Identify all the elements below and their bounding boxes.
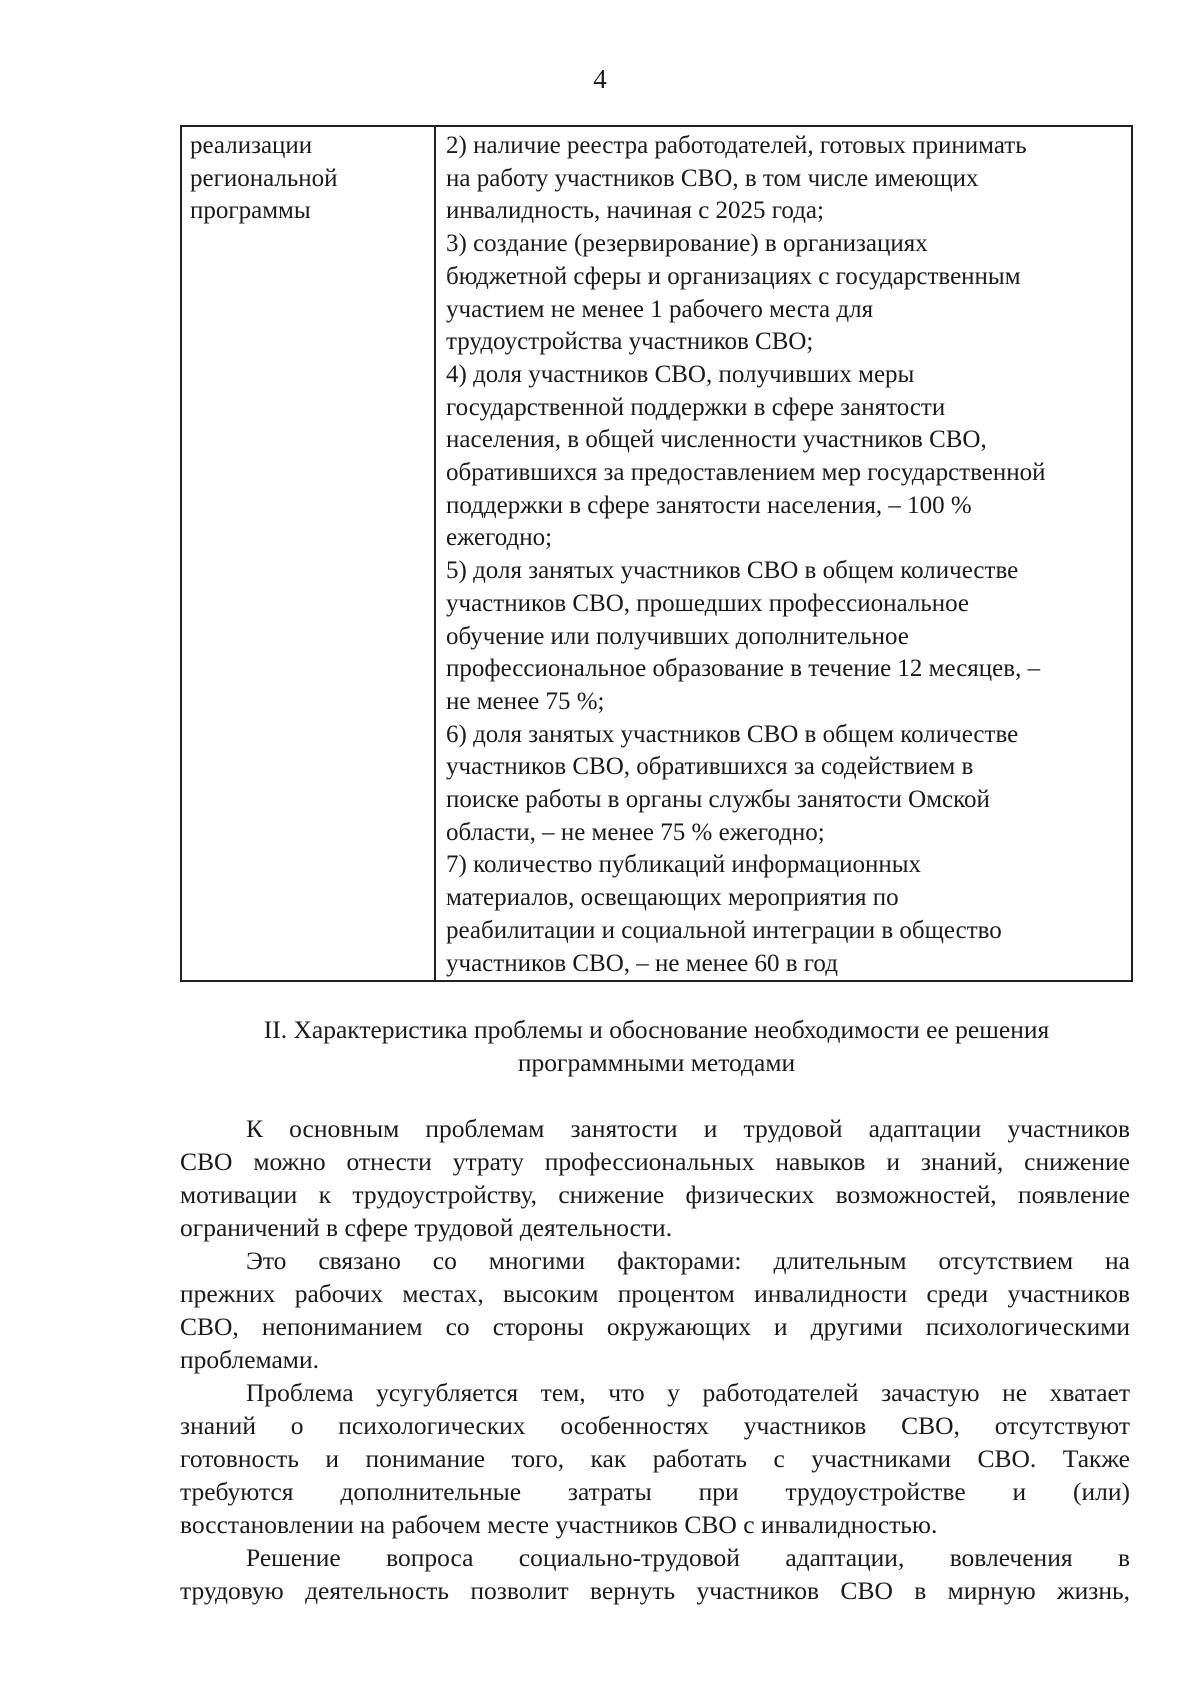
right-cell-line: области, – не менее 75 % ежегодно; — [446, 818, 825, 846]
right-cell-line: участников СВО, обратившихся за содействием в — [446, 753, 974, 781]
right-cell-line: не менее 75 %; — [446, 687, 605, 715]
paragraph-line: Это связано со многими факторами: длительным отсутствием на — [246, 1246, 1130, 1275]
right-cell-line: 3) создание (резервирование) в организациях — [446, 230, 928, 258]
right-cell-line: ежегодно; — [446, 524, 553, 552]
left-cell-line: региональной — [190, 164, 338, 192]
paragraph — [180, 1541, 1130, 1607]
right-cell-line: трудоустройства участников СВО; — [446, 328, 814, 356]
right-cell-line: государственной поддержки в сфере занятости — [446, 393, 946, 421]
right-cell-line: обратившихся за предоставлением мер государственной — [446, 459, 1046, 487]
right-cell-line: 7) количество публикаций информационных — [446, 851, 922, 879]
left-cell-line: программы — [190, 197, 311, 225]
right-cell-line: 4) доля участников СВО, получивших меры — [446, 360, 915, 388]
paragraph-line: трудовую деятельность позволит вернуть участников СВО в мирную жизнь, — [180, 1576, 1130, 1605]
indicators-table — [180, 125, 1133, 982]
left-cell-line: реализации — [190, 132, 313, 159]
right-cell-line: профессиональное образование в течение 12 месяцев, – — [446, 655, 1041, 683]
section-heading-line: II. Характеристика проблемы и обоснование необходимости ее решения — [263, 1015, 1050, 1044]
right-cell-line: населения, в общей численности участников СВО, — [446, 426, 987, 454]
right-cell-line: поддержки в сфере занятости населения, – 100 % — [446, 491, 972, 519]
right-cell-line: 5) доля занятых участников СВО в общем количестве — [446, 557, 1019, 585]
right-cell-line: инвалидность, начиная с 2025 года; — [446, 197, 824, 225]
paragraph-line: знаний о психологических особенностях участников СВО, отсутствуют — [180, 1411, 1130, 1440]
paragraph-line: СВО можно отнести утрату профессиональных навыков и знаний, снижение — [180, 1147, 1130, 1176]
right-cell-line: участием не менее 1 рабочего места для — [446, 295, 874, 323]
paragraph — [180, 1112, 1130, 1244]
right-cell-line: на работу участников СВО, в том числе имеющих — [446, 164, 979, 192]
paragraph-line: требуются дополнительные затраты при трудоустройстве и (или) — [180, 1477, 1130, 1506]
paragraph-line: готовность и понимание того, как работать с участниками СВО. Также — [180, 1444, 1130, 1473]
body-text — [180, 1112, 1130, 1607]
right-cell-line: поиске работы в органы службы занятости Омской — [446, 786, 990, 814]
right-cell-line: 2) наличие реестра работодателей, готовых принимать — [446, 132, 1027, 159]
right-cell-line: реабилитации и социальной интеграции в общество — [446, 916, 1002, 944]
paragraph-line: Проблема усугубляется тем, что у работодателей зачастую не хватает — [246, 1378, 1130, 1407]
right-cell-line: 6) доля занятых участников СВО в общем количестве — [446, 720, 1019, 748]
section-heading-line: программными методами — [517, 1048, 796, 1077]
table-right-cell — [446, 130, 1126, 980]
section-heading — [180, 1013, 1133, 1079]
paragraph-line: мотивации к трудоустройству, снижение физических возможностей, появление — [180, 1180, 1130, 1209]
paragraph — [180, 1244, 1130, 1376]
paragraph — [180, 1376, 1130, 1541]
right-cell-line: материалов, освещающих мероприятия по — [446, 884, 899, 912]
right-cell-line: участников СВО, – не менее 60 в год — [446, 949, 838, 977]
right-cell-line: участников СВО, прошедших профессиональное — [446, 589, 969, 617]
right-cell-line: обучение или получивших дополнительное — [446, 622, 909, 650]
paragraph-line: прежних рабочих местах, высоким процентом инвалидности среди участников — [180, 1279, 1130, 1308]
page-number: 4 — [593, 64, 607, 94]
paragraph-line: ограничений в сфере трудовой деятельности. — [180, 1213, 673, 1242]
right-cell-line: бюджетной сферы и организациях с государственным — [446, 262, 1021, 290]
paragraph-line: восстановлении на рабочем месте участников СВО с инвалидностью. — [180, 1510, 938, 1539]
table-left-cell — [190, 130, 428, 228]
paragraph-line: СВО, непониманием со стороны окружающих и другими психологическими — [180, 1312, 1130, 1341]
paragraph-line: Решение вопроса социально-трудовой адаптации, вовлечения в — [246, 1543, 1130, 1572]
paragraph-line: К основным проблемам занятости и трудовой адаптации участников — [246, 1114, 1130, 1143]
table-column-divider — [434, 127, 436, 980]
paragraph-line: проблемами. — [180, 1345, 319, 1374]
